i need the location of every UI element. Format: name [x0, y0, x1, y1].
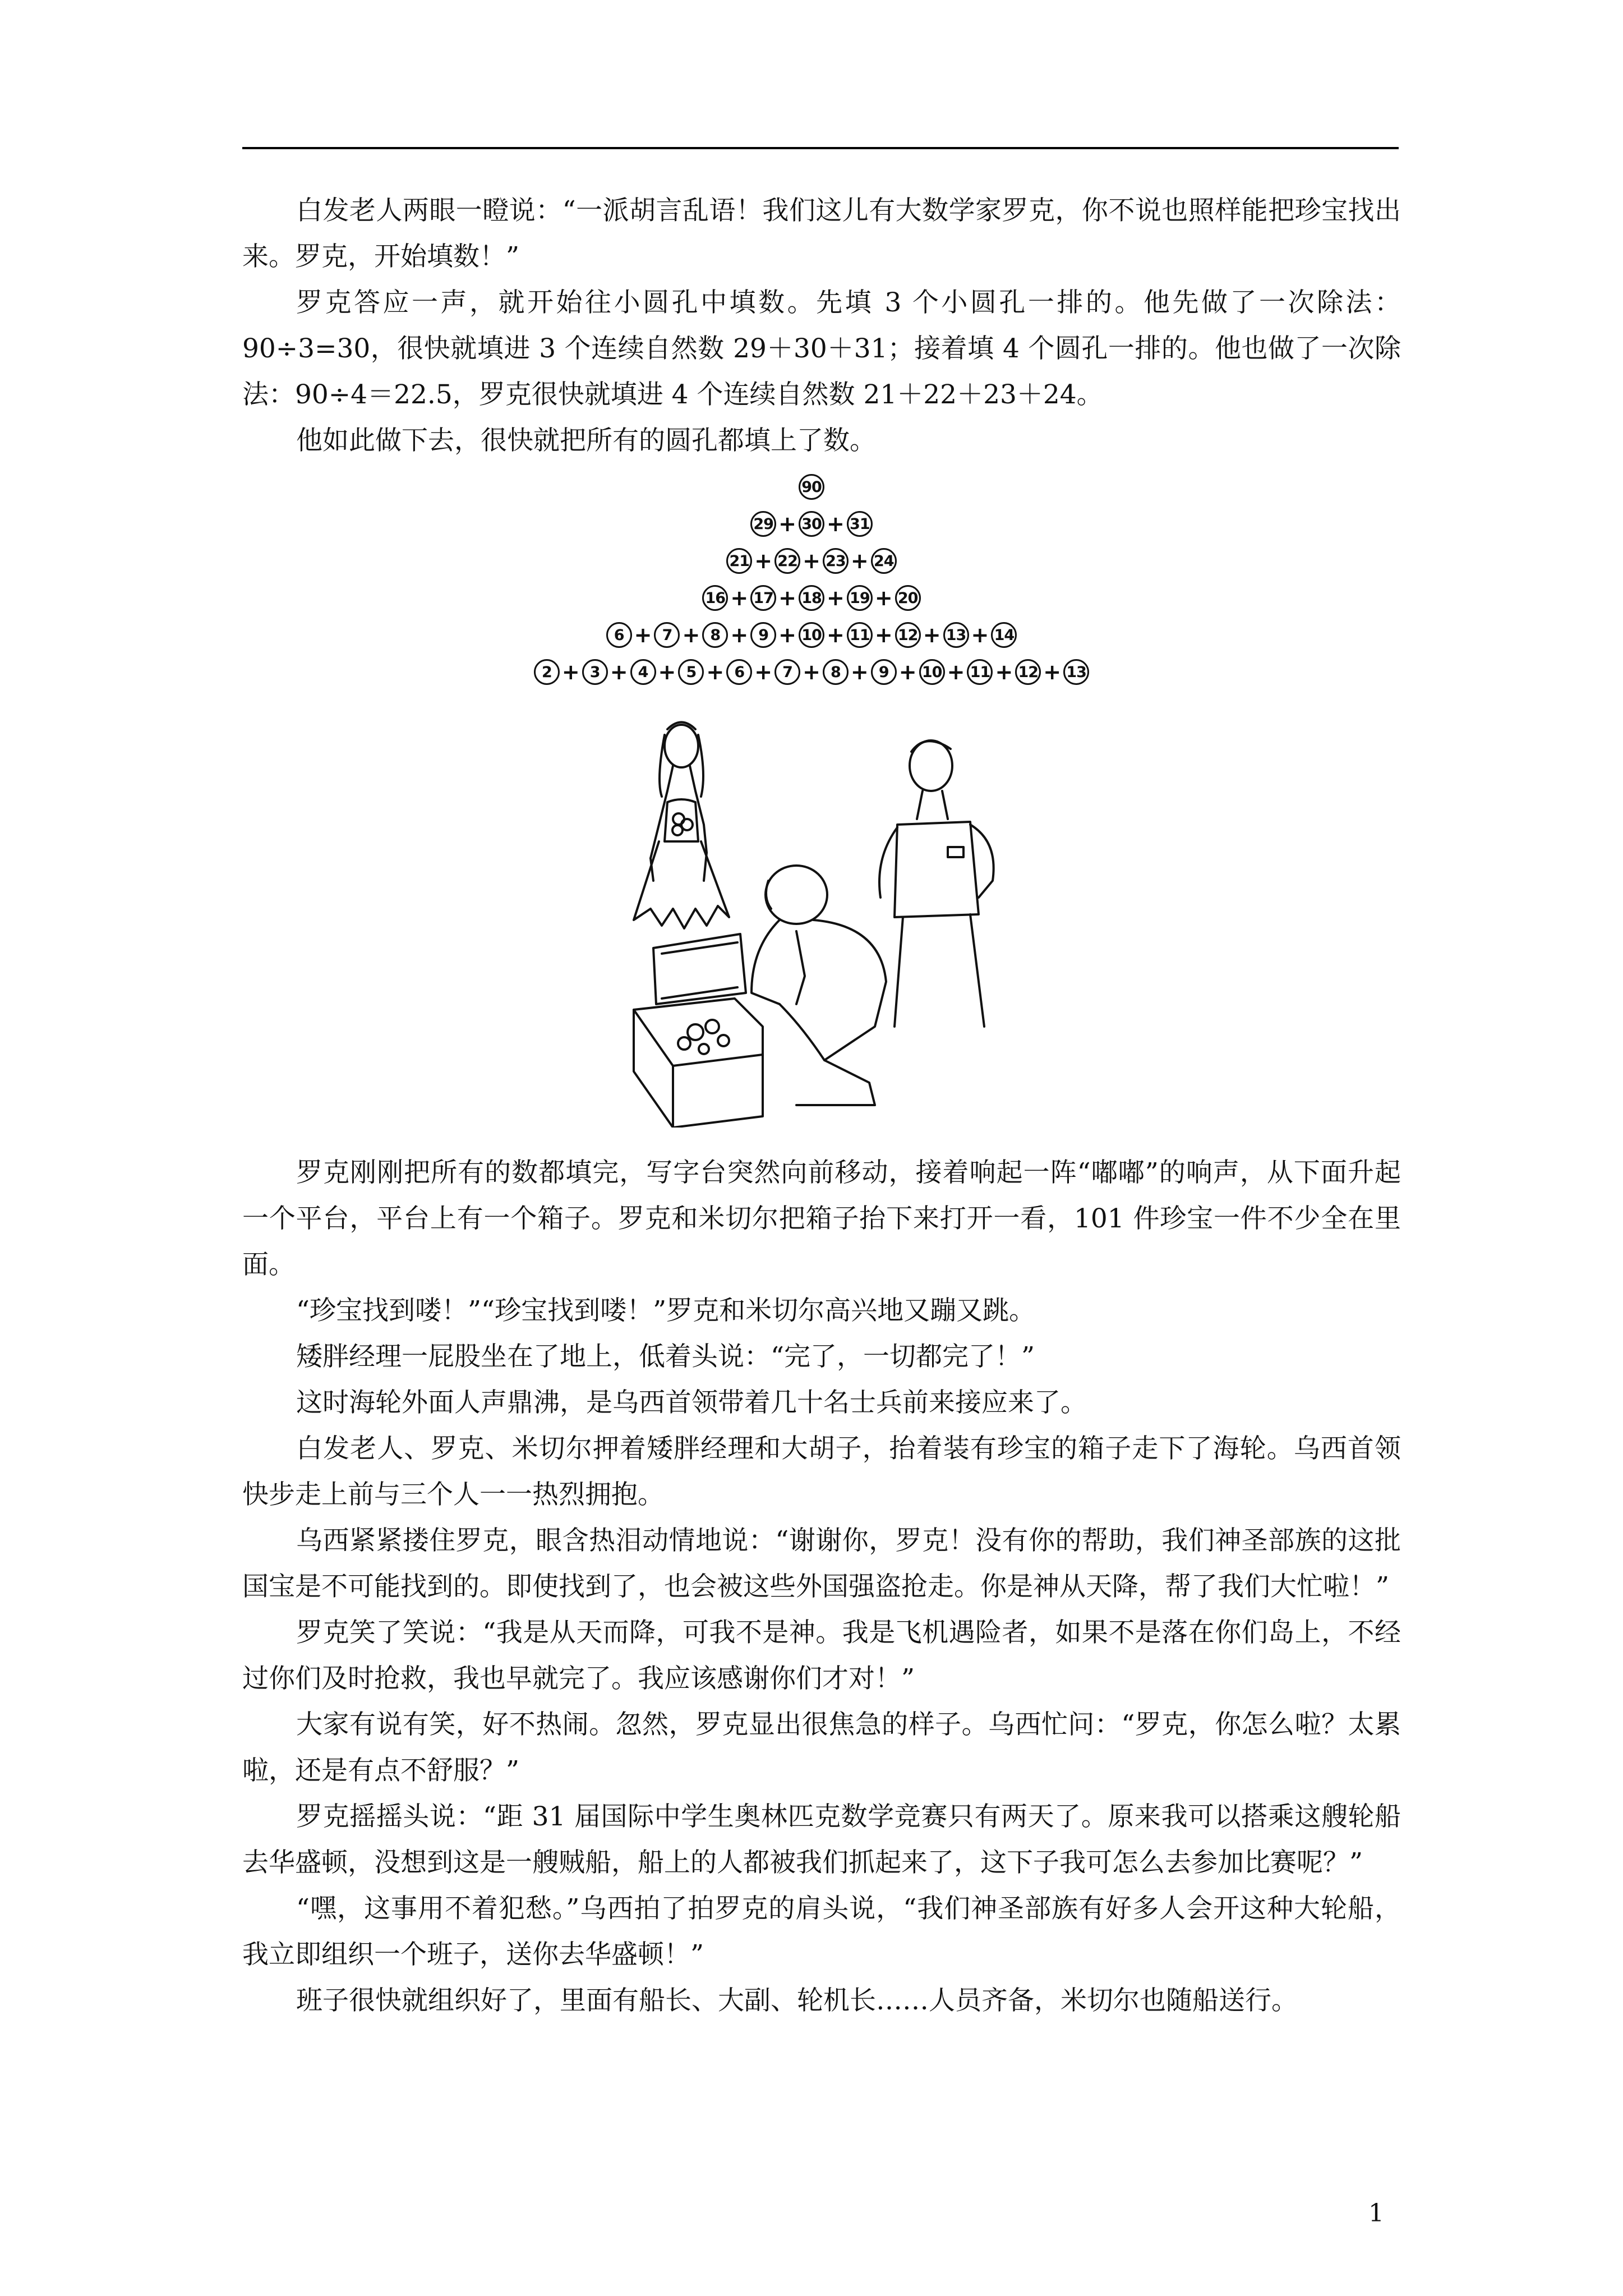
pyramid-row	[494, 505, 1129, 542]
circled-number: 10	[919, 659, 945, 685]
plus-sign: +	[778, 512, 796, 536]
paragraph: 罗克摇摇头说：“距 31 届国际中学生奥林匹克数学竞赛只有两天了。原来我可以搭乘这艘轮船去华盛顿，没想到这是一艘贼船，船上的人都被我们抓起来了，这下子我可怎么去参加比赛呢？”	[242, 1801, 1401, 1878]
plus-sign: +	[850, 549, 869, 573]
circled-number: 17	[750, 585, 776, 611]
circled-number: 21	[726, 548, 752, 574]
circled-number: 10	[799, 622, 824, 648]
plus-sign: +	[827, 623, 845, 647]
plus-sign: +	[778, 586, 796, 610]
pyramid-row	[494, 579, 1129, 616]
plus-sign: +	[874, 586, 893, 610]
paragraph: 罗克刚刚把所有的数都填完，写字台突然向前移动，接着响起一阵“嘟嘟”的响声，从下面升起一个平台，平台上有一个箱子。罗克和米切尔把箱子抬下来打开一看，101 件珍宝一件不少全在里面。	[242, 1157, 1401, 1280]
circled-number: 13	[1063, 659, 1089, 685]
plus-sign: +	[682, 623, 700, 647]
paragraph: 白发老人、罗克、米切尔押着矮胖经理和大胡子，抬着装有珍宝的箱子走下了海轮。乌西首领快步走上前与三个人一一热烈拥抱。	[242, 1433, 1401, 1510]
circled-number: 5	[678, 659, 704, 685]
circled-number: 22	[774, 548, 800, 574]
pyramid-row	[494, 654, 1129, 691]
circled-number: 14	[991, 622, 1017, 648]
plus-sign: +	[971, 623, 989, 647]
paragraph: 乌西紧紧搂住罗克，眼含热泪动情地说：“谢谢你，罗克！没有你的帮助，我们神圣部族的这批国宝是不可能找到的。即使找到了，也会被这些外国强盗抢走。你是神从天降，帮了我们大忙啦！”	[242, 1525, 1401, 1602]
circled-number: 23	[823, 548, 849, 574]
circled-number: 30	[799, 511, 824, 537]
circled-number: 8	[702, 622, 728, 648]
paragraph: 班子很快就组织好了，里面有船长、大副、轮机长……人员齐备，米切尔也随船送行。	[296, 1985, 1298, 2016]
circled-number: 31	[847, 511, 873, 537]
pyramid-row	[494, 542, 1129, 579]
plus-sign: +	[827, 586, 845, 610]
plus-sign: +	[730, 586, 749, 610]
text-block-top	[242, 188, 1401, 464]
circled-number: 2	[534, 659, 560, 685]
circled-number: 12	[895, 622, 921, 648]
text-block-bottom	[242, 1150, 1401, 2024]
circled-number: 18	[799, 585, 824, 611]
paragraph: 矮胖经理一屁股坐在了地上，低着头说：“完了，一切都完了！”	[296, 1341, 1035, 1372]
plus-sign: +	[754, 660, 773, 684]
plus-sign: +	[995, 660, 1013, 684]
circled-number: 9	[750, 622, 776, 648]
paragraph: 罗克笑了笑说：“我是从天而降，可我不是神。我是飞机遇险者，如果不是落在你们岛上，不经过你们及时抢救，我也早就完了。我应该感谢你们才对！”	[242, 1617, 1401, 1694]
plus-sign: +	[874, 623, 893, 647]
paragraph: “嘿，这事用不着犯愁。”乌西拍了拍罗克的肩头说，“我们神圣部族有好多人会开这种大轮船，我立即组织一个班子，送你去华盛顿！”	[242, 1893, 1401, 1970]
circled-number: 9	[871, 659, 897, 685]
plus-sign: +	[561, 660, 580, 684]
plus-sign: +	[610, 660, 628, 684]
plus-sign: +	[898, 660, 917, 684]
pyramid-row	[494, 616, 1129, 654]
paragraph: 大家有说有笑，好不热闹。忽然，罗克显出很焦急的样子。乌西忙问：“罗克，你怎么啦？太累啦，还是有点不舒服？”	[242, 1709, 1401, 1786]
circled-number: 6	[606, 622, 632, 648]
circled-number: 90	[799, 474, 824, 500]
circled-number: 4	[630, 659, 656, 685]
plus-sign: +	[1043, 660, 1062, 684]
circled-number: 13	[943, 622, 969, 648]
plus-sign: +	[658, 660, 676, 684]
header-rule	[242, 147, 1399, 149]
circled-number: 7	[654, 622, 680, 648]
plus-sign: +	[634, 623, 652, 647]
circled-number: 12	[1015, 659, 1041, 685]
plus-sign: +	[947, 660, 965, 684]
circled-number: 24	[871, 548, 897, 574]
plus-sign: +	[778, 623, 796, 647]
circled-number: 16	[702, 585, 728, 611]
circled-number: 7	[774, 659, 800, 685]
plus-sign: +	[923, 623, 941, 647]
number-pyramid	[494, 468, 1129, 704]
circled-number: 19	[847, 585, 873, 611]
plus-sign: +	[730, 623, 749, 647]
page-number: 1	[1368, 2199, 1384, 2228]
plus-sign: +	[803, 660, 820, 684]
paragraph: 罗克答应一声，就开始往小圆孔中填数。先填 3 个小圆孔一排的。他先做了一次除法：90÷3=30，很快就填进 3 个连续自然数 29＋30＋31；接着填 4 个圆孔一排的。他也做了一次除法：90÷4＝22.5，罗克很快就填进 4 个连续自然数 21＋22＋23＋24。	[242, 287, 1401, 410]
plus-sign: +	[827, 512, 845, 536]
paragraph: 白发老人两眼一瞪说：“一派胡言乱语！我们这儿有大数学家罗克，你不说也照样能把珍宝找出来。罗克，开始填数！”	[242, 195, 1401, 272]
circled-number: 29	[750, 511, 776, 537]
circled-number: 11	[847, 622, 873, 648]
circled-number: 20	[895, 585, 921, 611]
pyramid-row	[494, 468, 1129, 505]
circled-number: 11	[967, 659, 993, 685]
plus-sign: +	[754, 549, 773, 573]
paragraph: 他如此做下去，很快就把所有的圆孔都填上了数。	[296, 425, 876, 456]
plus-sign: +	[803, 549, 820, 573]
circled-number: 3	[582, 659, 608, 685]
plus-sign: +	[850, 660, 869, 684]
paragraph: “珍宝找到喽！”“珍宝找到喽！”罗克和米切尔高兴地又蹦又跳。	[296, 1295, 1036, 1326]
circled-number: 8	[823, 659, 849, 685]
treasure-chest-illustration	[611, 712, 1015, 1128]
circled-number: 6	[726, 659, 752, 685]
plus-sign: +	[706, 660, 725, 684]
paragraph: 这时海轮外面人声鼎沸，是乌西首领带着几十名士兵前来接应来了。	[296, 1387, 1087, 1418]
